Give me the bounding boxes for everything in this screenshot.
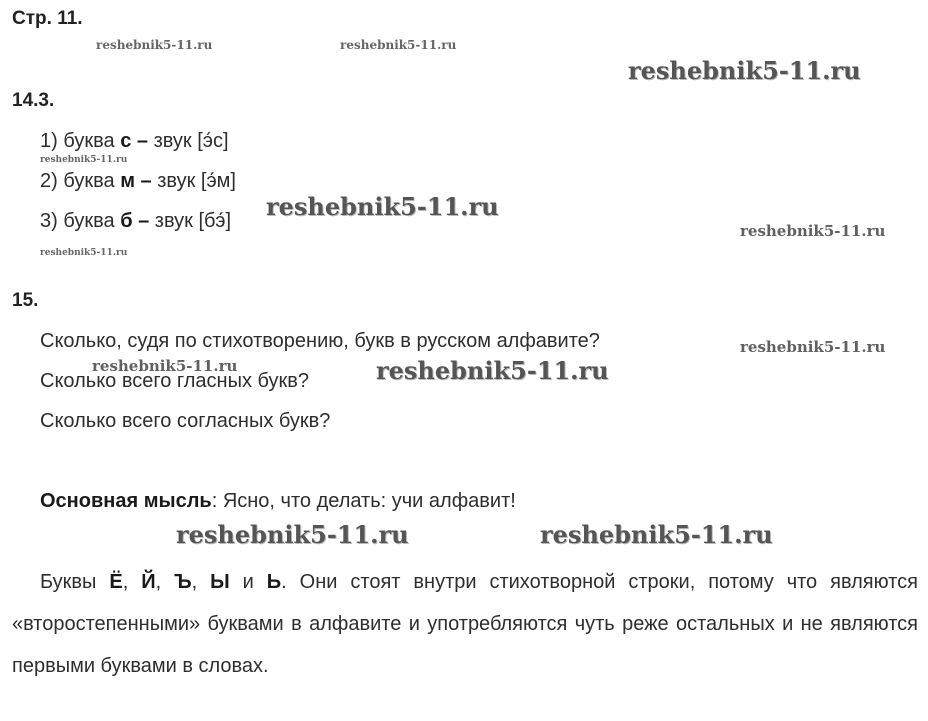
watermark: reshebnik5-11.ru <box>740 338 886 356</box>
answer-separator: , <box>155 571 175 593</box>
task-14-3-number: 14.3. <box>12 90 55 111</box>
answer-letter: Ъ <box>174 571 192 593</box>
item-prefix: 1) буква <box>40 130 121 152</box>
item-letter: м <box>120 170 135 192</box>
main-idea <box>40 490 516 513</box>
watermark: reshebnik5-11.ru <box>628 56 861 85</box>
item-dash: – <box>132 210 155 232</box>
watermark: reshebnik5-11.ru <box>176 520 409 549</box>
item-dash: – <box>131 130 154 152</box>
answer-start: Буквы <box>40 571 110 593</box>
question: Сколько, судя по стихотворению, букв в русском алфавите? <box>40 330 600 352</box>
answer-separator: , <box>122 571 142 593</box>
item-prefix: 2) буква <box>40 170 121 192</box>
answer-letter: Й <box>141 571 156 593</box>
watermark: reshebnik5-11.ru <box>96 38 213 52</box>
watermark: reshebnik5-11.ru <box>266 192 499 221</box>
item-prefix: 3) буква <box>40 210 121 232</box>
watermark: reshebnik5-11.ru <box>40 155 128 165</box>
item-letter: с <box>120 130 132 152</box>
item-dash: – <box>134 170 158 192</box>
question: Сколько всего гласных букв? <box>40 370 310 392</box>
watermark: reshebnik5-11.ru <box>92 357 238 375</box>
item-letter: б <box>120 210 133 232</box>
list-item <box>40 170 236 193</box>
item-sound: звук [э́м] <box>157 170 236 192</box>
answer-letter: Ы <box>210 571 230 593</box>
page-heading: Стр. 11. <box>12 8 83 29</box>
answer-end: . Они стоят внутри стихотворной строки, потому что являются «второстепенными» буквами в алфавите и употребляются чуть реже остальных и не являются первыми буквами в словах. <box>12 571 918 677</box>
watermark: reshebnik5-11.ru <box>40 248 128 258</box>
watermark: reshebnik5-11.ru <box>740 222 886 240</box>
answer-and: и <box>229 571 267 593</box>
watermark: reshebnik5-11.ru <box>340 38 457 52</box>
list-item <box>40 210 231 233</box>
watermark: reshebnik5-11.ru <box>376 356 609 385</box>
task-15-number: 15. <box>12 290 39 311</box>
answer-paragraph <box>12 561 918 687</box>
list-item <box>40 130 229 153</box>
question: Сколько всего согласных букв? <box>40 410 331 432</box>
watermark: reshebnik5-11.ru <box>540 520 773 549</box>
item-sound: звук [э́с] <box>153 130 229 152</box>
main-idea-text: : Ясно, что делать: учи алфавит! <box>211 490 516 512</box>
main-idea-label: Основная мысль <box>40 490 212 512</box>
answer-separator: , <box>191 571 211 593</box>
item-sound: звук [бэ́] <box>154 210 232 232</box>
answer-letter: Ё <box>109 571 123 593</box>
answer-letter: Ь <box>266 571 282 593</box>
